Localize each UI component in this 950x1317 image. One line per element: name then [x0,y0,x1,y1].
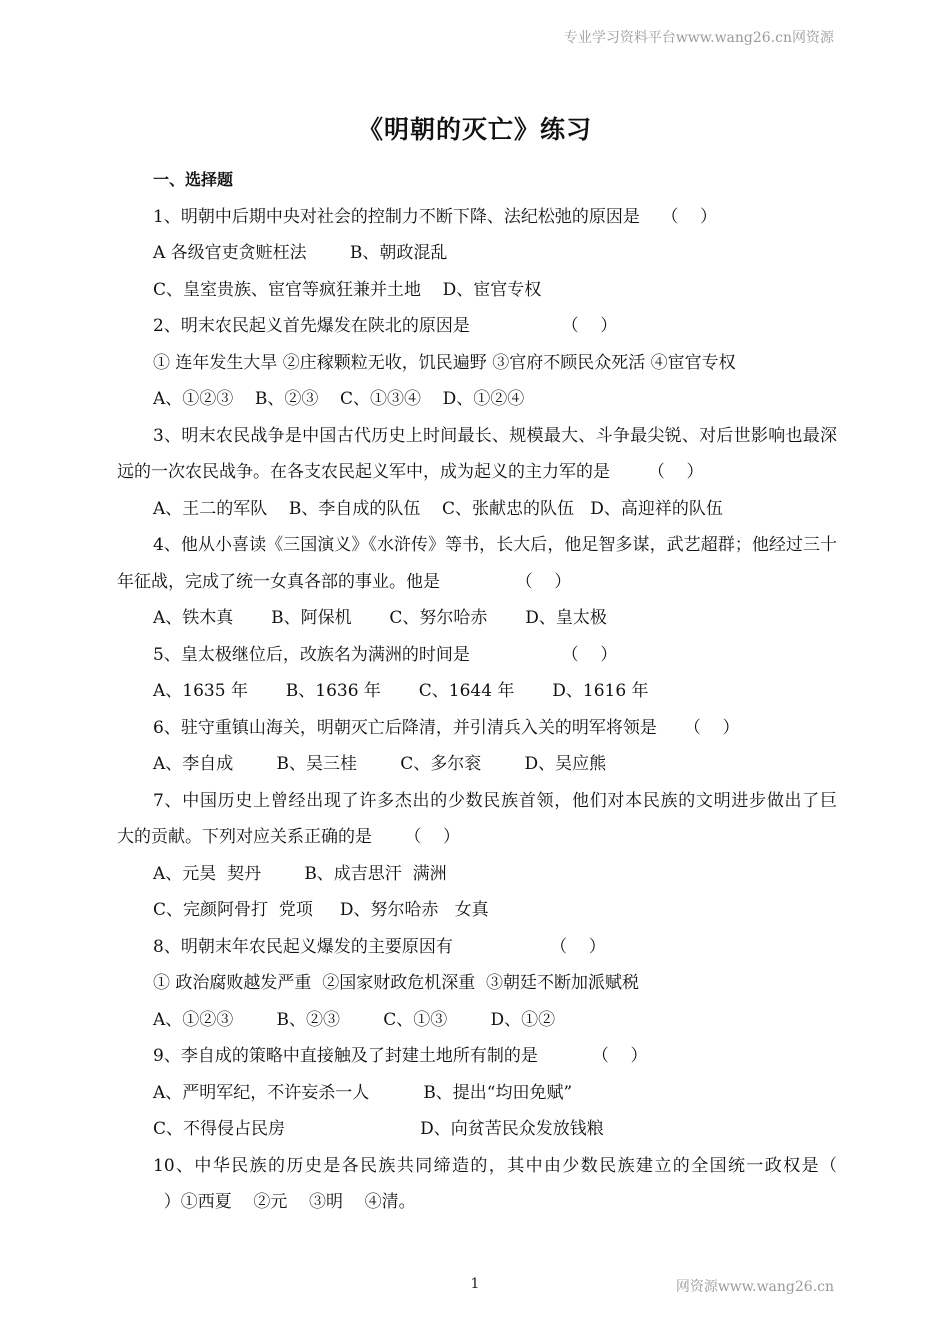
question-1-options-a: A 各级官吏贪赃枉法 B、朝政混乱 [153,243,448,263]
question-8-options: A、①②③ B、②③ C、①③ D、①② [153,1009,556,1030]
footer-watermark-text: 网资源www.wang26.cn [675,1279,834,1295]
question-9-options-c: C、不得侵占民房 D、向贫苦民众发放钱粮 [153,1119,604,1139]
question-3-line-1: 3、明末农民战争是中国古代历史上时间最长、规模最大、斗争最尖锐、对后世影响也最深 [153,425,837,446]
question-4-options: A、铁木真 B、阿保机 C、努尔哈赤 D、皇太极 [153,608,607,628]
question-10-line-1: 10、中华民族的历史是各民族共同缔造的，其中由少数民族建立的全国统一政权是（ [153,1155,837,1176]
question-9: 9、李自成的策略中直接触及了封建土地所有制的是 （ ） [153,1046,648,1066]
question-5: 5、皇太极继位后，改族名为满洲的时间是 （ ） [153,644,618,665]
question-6: 6、驻守重镇山海关，明朝灭亡后降清，并引清兵入关的明军将领是 （ ） [153,717,740,738]
section-heading: 一、选择题 [153,170,234,189]
question-4-line-2: 年征战，完成了统一女真各部的事业。他是 （ ） [117,571,572,592]
document-title: 《明朝的灭亡》练习 [357,115,592,144]
question-2-options: A、①②③ B、②③ C、①③④ D、①②④ [153,389,525,409]
question-7-options-a: A、元昊 契丹 B、成吉思汗 满洲 [153,863,447,884]
question-1: 1、明朝中后期中央对社会的控制力不断下降、法纪松弛的原因是 （ ） [153,206,718,227]
question-2-statements: ① 连年发生大旱 ②庄稼颗粒无收，饥民遍野 ③官府不顾民众死活 ④宦官专权 [153,352,736,373]
question-7-line-1: 7、中国历史上曾经出现了许多杰出的少数民族首领，他们对本民族的文明进步做出了巨 [153,790,837,811]
question-9-options-a: A、严明军纪，不许妄杀一人 B、提出“均田免赋” [153,1082,573,1103]
page-number: 1 [470,1276,480,1292]
question-5-options: A、1635 年 B、1636 年 C、1644 年 D、1616 年 [153,681,649,701]
question-2: 2、明末农民起义首先爆发在陕北的原因是 （ ） [153,316,618,336]
question-8-statements: ① 政治腐败越发严重 ②国家财政危机深重 ③朝廷不断加派赋税 [153,973,640,993]
question-6-options: A、李自成 B、吴三桂 C、多尔衮 D、吴应熊 [153,754,607,774]
header-watermark-text: 专业学习资料平台www.wang26.cn网资源 [563,30,834,46]
question-3-line-2: 远的一次农民战争。在各支农民起义军中，成为起义的主力军的是 （ ） [117,462,704,482]
question-8: 8、明朝末年农民起义爆发的主要原因有 （ ） [153,936,606,957]
question-10-line-2: ）①西夏 ②元 ③明 ④清。 [153,1192,416,1212]
question-7-options-c: C、完颜阿骨打 党项 D、努尔哈赤 女真 [153,900,489,920]
question-1-options-c: C、皇室贵族、宦官等疯狂兼并土地 D、宦官专权 [153,279,542,300]
question-3-options: A、王二的军队 B、李自成的队伍 C、张献忠的队伍 D、高迎祥的队伍 [153,498,723,519]
question-7-line-2: 大的贡献。下列对应关系正确的是 （ ） [117,827,461,847]
question-body [117,162,837,1221]
question-4-line-1: 4、他从小喜读《三国演义》《水浒传》等书，长大后，他足智多谋，武艺超群；他经过三十 [153,535,837,555]
